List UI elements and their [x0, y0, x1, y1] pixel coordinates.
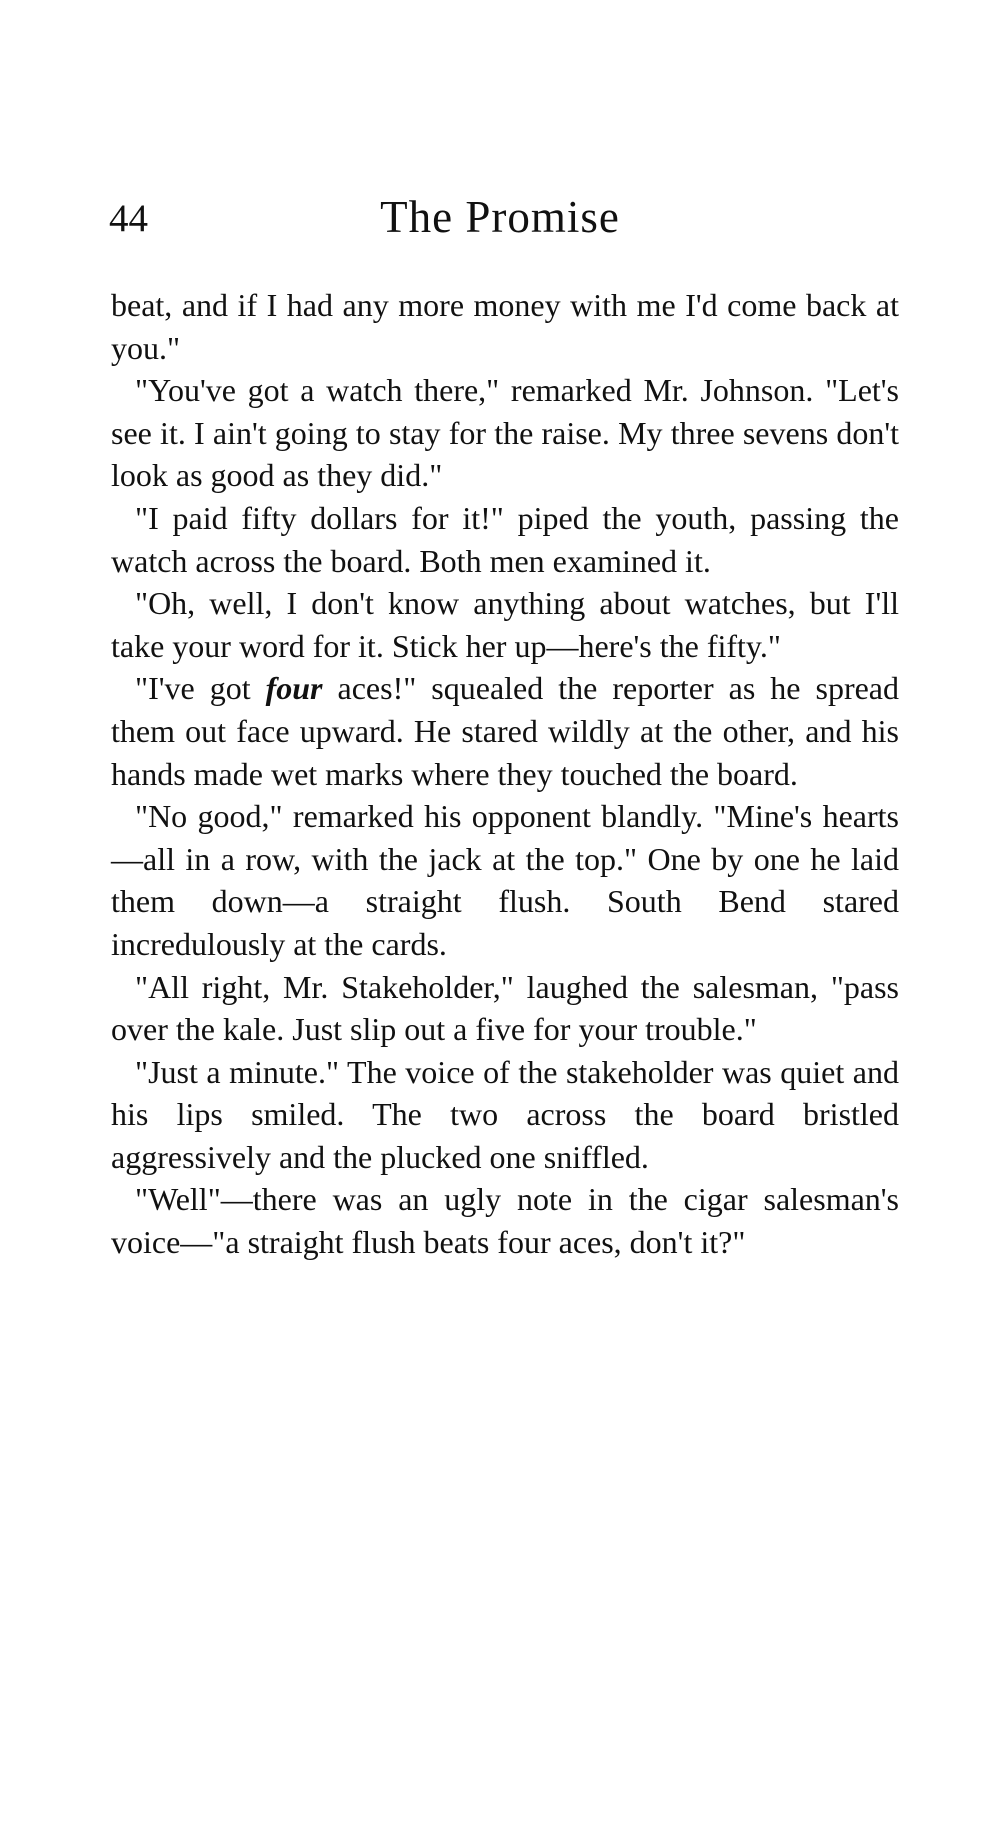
paragraph: "I paid fifty dollars for it!" piped the youth, passing the watch across the board. Both men examined it. — [111, 499, 899, 579]
emphasized-word: four — [265, 670, 323, 707]
paragraph: "No good," remarked his opponent blandly. "Mine's hearts—all in a row, with the jack at the top." One by one he laid them down—a straight flush. South Bend stared incredulously at the cards. — [111, 798, 899, 962]
paragraph — [111, 667, 899, 795]
paragraph: "Just a minute." The voice of the stakeholder was quiet and his lips smiled. The two across the board bristled aggressively and the plucked one sniffled. — [111, 1053, 899, 1175]
body-text — [111, 284, 899, 1264]
paragraph-continuation: beat, and if I had any more money with me I'd come back at you." — [111, 287, 899, 366]
paragraph-text: "I've got — [135, 670, 266, 707]
paragraph: "All right, Mr. Stakeholder," laughed the salesman, "pass over the kale. Just slip out a five for your trouble." — [111, 968, 899, 1048]
paragraph: "You've got a watch there," remarked Mr. Johnson. "Let's see it. I ain't going to stay for the raise. My three sevens don't look as good as they did." — [111, 372, 899, 494]
paragraph-text: aces!" squealed the reporter as he spread them out face upward. He stared wildly at the other, and his hands made wet marks where they touched the board. — [111, 670, 900, 792]
paragraph: "Well"—there was an ugly note in the cigar salesman's voice—"a straight flush beats four aces, don't it?" — [111, 1181, 899, 1261]
running-title: The Promise — [380, 192, 620, 242]
page-number: 44 — [109, 197, 148, 240]
paragraph: "Oh, well, I don't know anything about watches, but I'll take your word for it. Stick her up—here's the fifty." — [111, 585, 899, 664]
